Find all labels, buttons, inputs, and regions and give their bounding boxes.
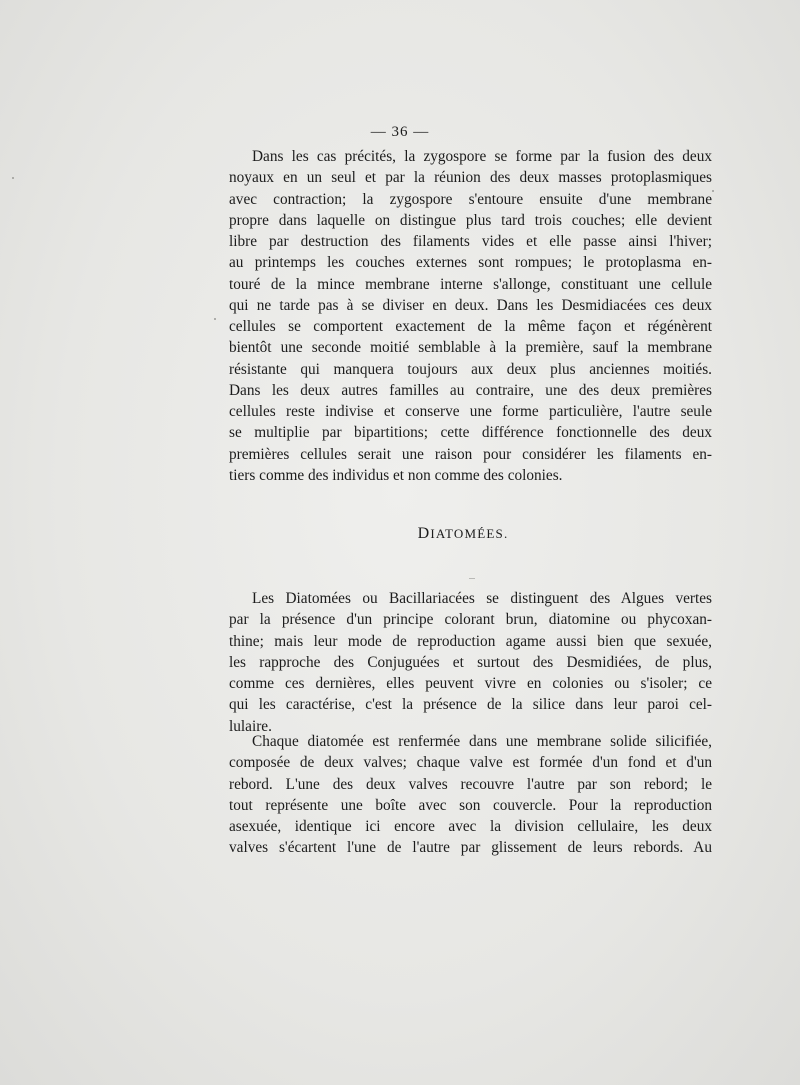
text-line: propre dans laquelle on distingue plus tard trois couches; elle devient <box>229 211 712 229</box>
text-line: Les Diatomées ou Bacillariacées se distinguent des Algues vertes <box>252 590 712 607</box>
text-line: cellules reste indivise et conserve une forme particulière, l'autre seule <box>229 403 712 420</box>
text-line: valves s'écartent l'une de l'autre par glissement de leurs rebords. Au <box>229 839 712 857</box>
text-line: rebord. L'une des deux valves recouvre l'autre par son rebord; le <box>229 775 712 793</box>
text-line: comme ces dernières, elles peuvent vivre en colonies ou s'isoler; ce <box>229 675 712 692</box>
text-line: tiers comme des individus et non comme des colonies. <box>229 466 563 484</box>
text-line: libre par destruction des filaments vides et elle passe ainsi l'hiver; <box>229 233 712 250</box>
text-line: avec contraction; la zygospore s'entoure ensuite d'une membrane <box>229 190 712 208</box>
text-line: se multiplie par bipartitions; cette différence fonctionnelle des deux <box>229 424 712 442</box>
text-line: qui les caractérise, c'est la présence de la silice dans leur paroi cel- <box>229 696 712 714</box>
text-line: au printemps les couches externes sont rompues; le protoplasma en- <box>229 254 712 272</box>
text-line: tout représente une boîte avec son couvercle. Pour la reproduction <box>229 796 712 814</box>
heading-rest: IATOMÉES. <box>430 526 509 541</box>
paper-speck <box>214 318 216 320</box>
text-line: Dans les deux autres familles au contraire, une des deux premières <box>229 381 712 399</box>
text-line: Chaque diatomée est renfermée dans une membrane solide silicifiée, <box>252 733 712 750</box>
text-line: premières cellules serait une raison pour considérer les filaments en- <box>229 445 712 463</box>
heading-initial: D <box>417 525 431 542</box>
paragraph-zygospore <box>229 146 712 486</box>
text-line: bientôt une seconde moitié semblable à la première, sauf la membrane <box>229 339 712 357</box>
section-heading <box>0 525 800 543</box>
text-line: noyaux en un seul et par la réunion des deux masses protoplasmiques <box>229 169 712 187</box>
paragraph-diatomees-intro <box>229 588 712 737</box>
text-line: par la présence d'un principe colorant brun, diatomine ou phycoxan- <box>229 611 712 629</box>
text-line: cellules se comportent exactement de la même façon et régénèrent <box>229 318 712 335</box>
text-line: lulaire. <box>229 717 272 735</box>
text-line: les rapproche des Conjuguées et surtout des Desmidiées, de plus, <box>229 653 712 671</box>
text-line: thine; mais leur mode de reproduction agame aussi bien que sexuée, <box>229 632 712 650</box>
text-line: Dans les cas précités, la zygospore se forme par la fusion des deux <box>252 148 712 165</box>
text-line: touré de la mince membrane interne s'allonge, constituant une cellule <box>229 275 712 293</box>
text-line: composée de deux valves; chaque valve est formée d'un fond et d'un <box>229 754 712 772</box>
paper-speck <box>12 177 14 179</box>
page-number: — 36 — <box>370 124 430 140</box>
paper-speck <box>712 190 714 192</box>
text-line: résistante qui manquera toujours aux deux plus anciennes moitiés. <box>229 360 712 378</box>
text-line: qui ne tarde pas à se diviser en deux. Dans les Desmidiacées ces deux <box>229 296 712 314</box>
text-line: asexuée, identique ici encore avec la division cellulaire, les deux <box>229 818 712 835</box>
divider-mark <box>469 578 475 579</box>
paragraph-diatomee-structure <box>229 731 712 859</box>
